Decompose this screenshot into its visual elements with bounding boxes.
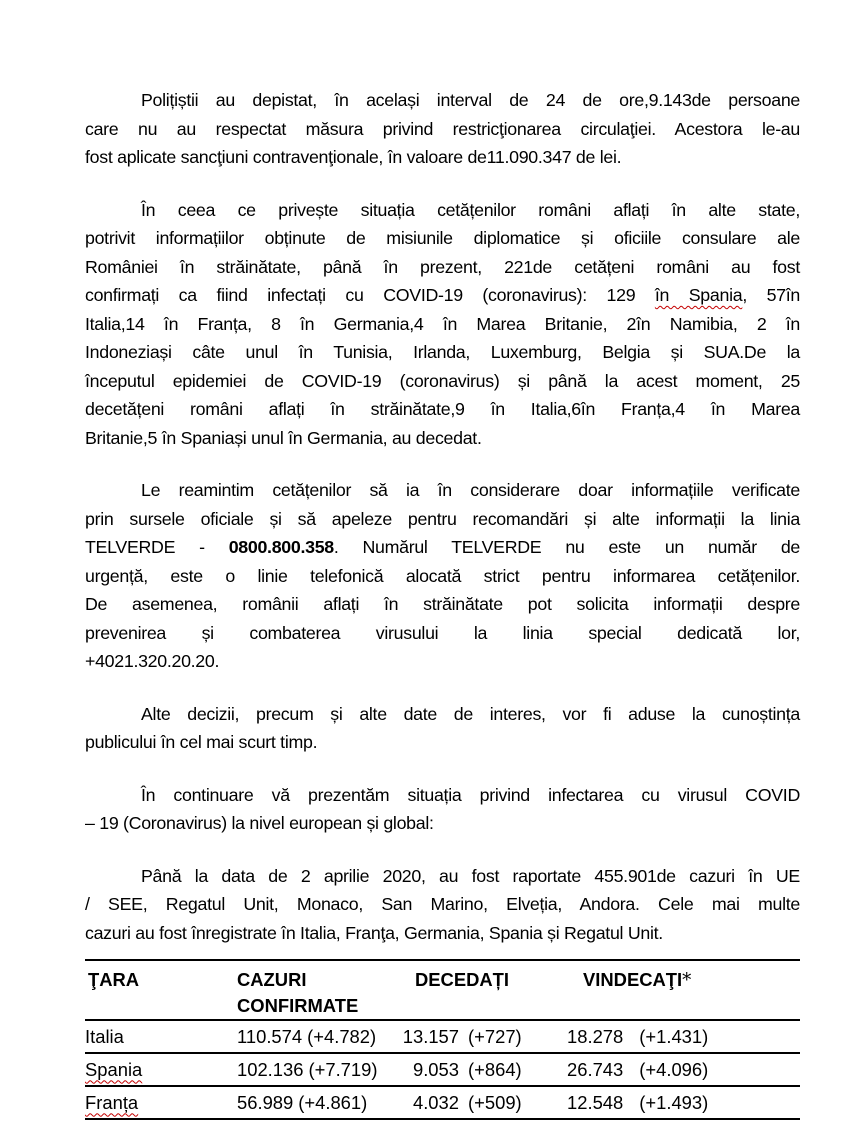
text-line xyxy=(85,590,800,619)
body-text xyxy=(85,86,800,947)
text-line xyxy=(85,562,800,591)
text-segment: TELVERDE - xyxy=(85,537,229,557)
text-line xyxy=(85,533,800,562)
text-segment: , 57în xyxy=(742,285,800,305)
text-segment: +4021.320.20.20. xyxy=(85,651,220,671)
text-segment: prin sursele oficiale și să apeleze pentru recomandări și alte informații la linia xyxy=(85,508,800,529)
table-header xyxy=(85,960,800,1020)
text-segment: urgență, este o linie telefonică alocată strict pentru informarea cetățenilor. xyxy=(85,565,800,586)
text-segment: Britanie,5 în Spaniași unul în Germania, au decedat. xyxy=(85,427,482,448)
stat-delta: (+1.493) xyxy=(639,1091,709,1113)
text-segment: Până la data de 2 aprilie 2020, au fost raportate 455.901de cazuri în UE xyxy=(141,865,800,886)
text-line xyxy=(85,143,800,172)
country-name: Italia xyxy=(85,1025,124,1047)
stat-delta: (+4.861) xyxy=(298,1091,368,1113)
paragraph xyxy=(85,476,800,676)
text-segment: Italia,14 în Franța, 8 în Germania,4 în Marea Britanie, 2în Namibia, 2 în xyxy=(85,313,800,334)
column-header-recovered xyxy=(567,960,800,1020)
stat-value: 110.574 xyxy=(237,1025,303,1047)
text-segment: publicului în cel mai scurt timp. xyxy=(85,732,318,752)
text-segment: prevenirea și combaterea virusului la linia special dedicată lor, xyxy=(85,622,800,643)
stat-value: 13.157 xyxy=(402,1025,459,1047)
covid-stats-table xyxy=(85,959,800,1120)
text-line xyxy=(85,700,800,729)
confirmed-cell xyxy=(237,1020,397,1053)
recovered-cell xyxy=(567,1020,800,1053)
column-header-label: DECEDAȚI xyxy=(415,969,510,990)
stat-delta: (+864) xyxy=(468,1058,522,1080)
text-segment: care nu au respectat măsura privind restricţionarea circulaţiei. Acestora le-au xyxy=(85,118,800,139)
country-cell xyxy=(85,1086,237,1119)
column-header-confirmed xyxy=(237,960,397,1020)
paragraph xyxy=(85,700,800,757)
stat-delta: (+7.719) xyxy=(308,1058,378,1080)
text-line xyxy=(85,196,800,225)
table-row xyxy=(85,1053,800,1086)
text-line xyxy=(85,115,800,144)
text-segment: cazuri au fost înregistrate în Italia, Franţa, Germania, Spania și Regatul Unit. xyxy=(85,922,663,943)
text-line xyxy=(85,647,800,676)
text-line xyxy=(85,890,800,919)
text-line xyxy=(85,86,800,115)
stat-delta: (+727) xyxy=(468,1025,522,1047)
text-segment: potrivit informațiilor obținute de misiunile diplomatice și oficiile consulare ale xyxy=(85,228,800,248)
text-segment: Polițiștii au depistat, în același interval de 24 de ore,9.143de persoane xyxy=(141,90,800,110)
stat-delta: (+1.431) xyxy=(639,1025,709,1047)
text-segment: Alte decizii, precum și alte date de interes, vor fi aduse la cunoștința xyxy=(141,703,800,724)
text-line xyxy=(85,424,800,453)
text-line xyxy=(85,476,800,505)
deceased-cell xyxy=(397,1053,567,1086)
paragraph xyxy=(85,196,800,453)
text-segment: 0800.800.358 xyxy=(228,537,334,557)
text-segment: confirmați ca fiind infectați cu COVID-19 (coronavirus): 129 xyxy=(85,285,655,305)
text-segment: fost aplicate sancţiuni contravenţionale, în valoare de11.090.347 de lei. xyxy=(85,147,622,167)
deceased-cell xyxy=(397,1086,567,1119)
column-header-label: VINDECAŢI xyxy=(583,969,683,990)
stat-value: 9.053 xyxy=(412,1058,459,1080)
country-cell xyxy=(85,1053,237,1086)
stat-delta: (+509) xyxy=(468,1091,522,1113)
stat-value: 4.032 xyxy=(412,1091,459,1113)
stat-value: 18.278 xyxy=(567,1025,624,1047)
text-segment: începutul epidemiei de COVID-19 (coronavirus) și până la acest moment, 25 xyxy=(85,370,800,391)
misspelled-word: Franța xyxy=(85,1091,139,1113)
text-line xyxy=(85,224,800,253)
text-line xyxy=(85,919,800,948)
text-line xyxy=(85,310,800,339)
column-header-label: ŢARA xyxy=(88,969,140,990)
text-line xyxy=(85,253,800,282)
recovered-cell xyxy=(567,1053,800,1086)
country-cell xyxy=(85,1020,237,1053)
text-line xyxy=(85,338,800,367)
text-segment: . Numărul TELVERDE nu este un număr de xyxy=(333,537,800,557)
misspelled-word: Spania xyxy=(85,1058,143,1080)
misspelled-word: în Spania xyxy=(654,285,743,305)
table-row xyxy=(85,1086,800,1119)
text-line xyxy=(85,281,800,310)
stat-delta: (+4.096) xyxy=(639,1058,709,1080)
text-line xyxy=(85,367,800,396)
footnote-marker: * xyxy=(682,970,692,991)
text-line xyxy=(85,395,800,424)
column-header-country xyxy=(85,960,237,1020)
text-segment: Indoneziași câte unul în Tunisia, Irlanda, Luxemburg, Belgia și SUA.De la xyxy=(85,342,800,362)
text-segment: – 19 (Coronavirus) la nivel european și global: xyxy=(85,813,434,833)
text-segment: decetățeni români aflați în străinătate,9 în Italia,6în Franța,4 în Marea xyxy=(85,399,800,419)
text-line xyxy=(85,505,800,534)
text-segment: În ceea ce privește situația cetățenilor români aflați în alte state, xyxy=(141,199,800,220)
paragraph xyxy=(85,86,800,172)
stat-value: 12.548 xyxy=(567,1091,624,1113)
text-segment: În continuare vă prezentăm situația privind infectarea cu virusul COVID xyxy=(141,784,800,805)
text-segment: Le reamintim cetățenilor să ia în considerare doar informațiile verificate xyxy=(141,480,800,500)
paragraph xyxy=(85,862,800,948)
column-header-deceased xyxy=(397,960,567,1020)
confirmed-cell xyxy=(237,1086,397,1119)
recovered-cell xyxy=(567,1086,800,1119)
paragraph xyxy=(85,781,800,838)
stat-value: 56.989 xyxy=(237,1091,294,1113)
table-row xyxy=(85,1020,800,1053)
stat-value: 102.136 xyxy=(237,1058,304,1080)
text-line xyxy=(85,781,800,810)
text-segment: / SEE, Regatul Unit, Monaco, San Marino, Elveția, Andora. Cele mai multe xyxy=(85,894,800,914)
text-line xyxy=(85,862,800,891)
text-segment: De asemenea, românii aflați în străinătate pot solicita informații despre xyxy=(85,594,800,614)
confirmed-cell xyxy=(237,1053,397,1086)
stat-delta: (+4.782) xyxy=(307,1025,377,1047)
deceased-cell xyxy=(397,1020,567,1053)
text-line xyxy=(85,809,800,838)
table-header-row xyxy=(85,960,800,1020)
text-line xyxy=(85,619,800,648)
text-segment: României în străinătate, până în prezent, 221de cetățeni români au fost xyxy=(85,256,800,277)
text-line xyxy=(85,728,800,757)
column-header-label: CAZURI CONFIRMATE xyxy=(237,969,359,1016)
stat-value: 26.743 xyxy=(567,1058,624,1080)
